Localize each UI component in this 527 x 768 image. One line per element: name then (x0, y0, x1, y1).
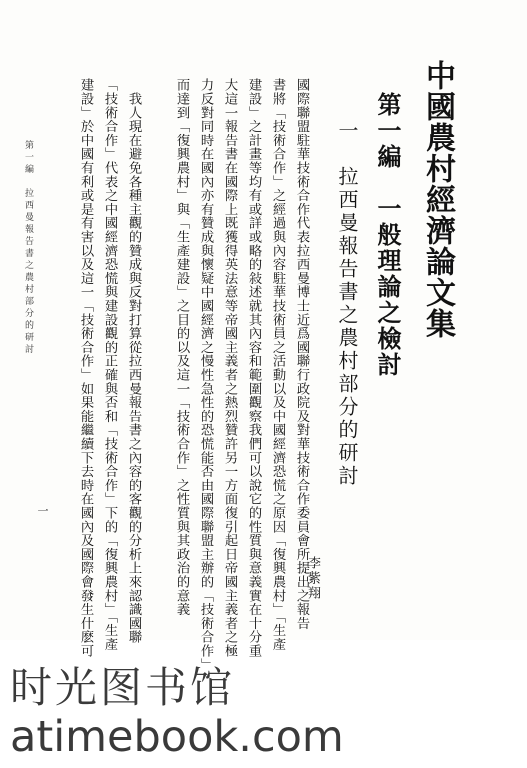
body-line-4: 大這一報告書在國際上既獲得英法意等帝國主義者之熱烈贊許另一方面復引起日帝國主義者之極 (222, 78, 237, 658)
chapter-title: 一 拉西曼報告書之農村部分的研討 (335, 120, 359, 488)
body-line-6: 而達到「復興農村」與「生產建設」之目的以及這一「技術合作」之性質與其政治的意義 (174, 78, 189, 617)
body-line-5: 力反對同時在國內亦有贊成與懷疑中國經濟之慢性急性的恐慌能否由國際聯盟主辦的「技術合作」 (198, 78, 213, 672)
watermark-chinese: 时光图书馆 (10, 663, 236, 712)
body-line-9: 建設」於中國有利或是有害以及這一「技術合作」如果能繼續下去時在國內及國際會發生什麽可 (78, 78, 93, 658)
running-header: 第一編 拉西曼報告書之農村部分的研討 (23, 140, 33, 356)
book-title: 中國農村經濟論文集 (420, 60, 455, 339)
page-number: 一 (36, 505, 49, 516)
part-title: 第一編 一般理論之檢討 (373, 92, 402, 378)
body-line-3: 建設」之計畫等均有或詳或略的敍述就其內容和範圍觀察我們可以說它的性質與意義實在十分重 (246, 78, 261, 658)
body-line-7: 我人現在避免各種主觀的贊成與反對打算從拉西曼報告書之內容的客觀的分析上來認識國聯 (126, 78, 141, 644)
body-line-2: 書將「技術合作」之經過與內容駐華技術員之活動以及中國經濟恐慌之原因「復興農村」「生產 (270, 78, 285, 651)
watermark-url: atimebook.com (10, 712, 344, 762)
author-name: 李紫翔 (305, 556, 320, 601)
body-line-8: 「技術合作」代表之中國經濟恐慌與建設觀的正確與否和「技術合作」下的「復興農村」「生產 (102, 78, 117, 651)
body-line-1: 國際聯盟駐華技術合作代表拉西曼博士近爲國聯行政院及對華技術合作委員會所提出之報告 (294, 78, 309, 630)
